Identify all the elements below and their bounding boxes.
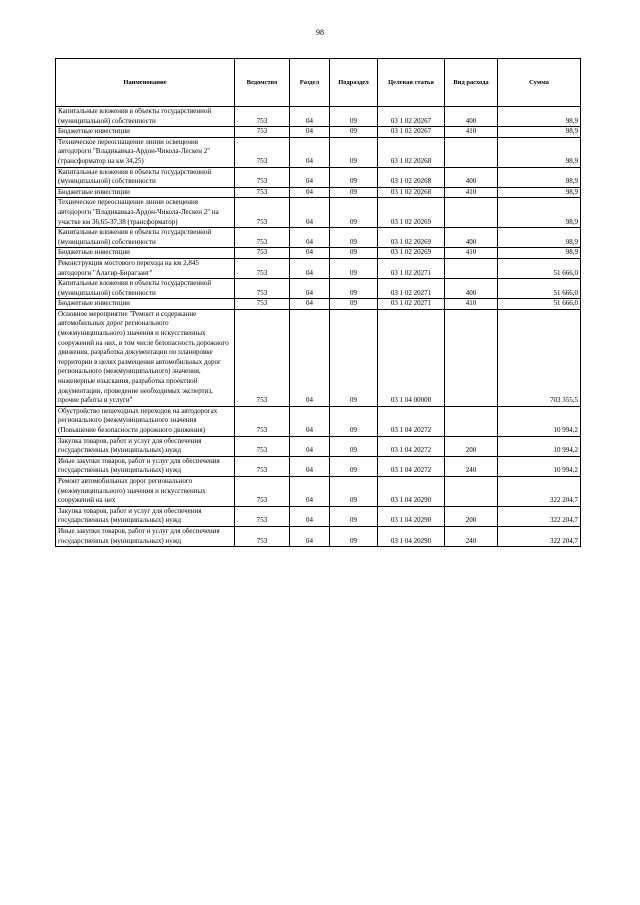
cell-vedomstvo: 753 (235, 258, 290, 278)
table-row (56, 476, 581, 506)
table-row (56, 127, 581, 138)
cell-name: Закупка товаров, работ и услуг для обеспечения государственных (муниципальных) нужд (56, 506, 235, 526)
cell-razdel: 04 (290, 456, 330, 476)
cell-name: Основное мероприятие "Ремонт и содержание автомобильных дорог регионального (межмуниципального) значения и искусственных сооружений на них, в том числе безопасность дорожного движения, разработка документации по планировке территории в целях размещения автомобильных дорог регионального (межмуниципального) значения, инженерные изыскания, разработка проектной документации, проведение необходимых экспертиз, прочие работы и услуги" (56, 309, 235, 406)
cell-expense-type: 410 (445, 248, 498, 259)
cell-razdel: 04 (290, 198, 330, 228)
cell-target-article: 03 1 04 20272 (378, 406, 445, 436)
cell-name: Техническое переоснащение линии освещения автодороги "Владикавказ-Ардон-Чикола-Лескен 2" (трансформатор на км 34,25) (56, 137, 235, 167)
cell-amount: 10 994,2 (498, 456, 581, 476)
cell-target-article: 03 1 02 20271 (378, 258, 445, 278)
cell-vedomstvo: 753 (235, 309, 290, 406)
budget-table (55, 58, 581, 547)
header-row (56, 59, 581, 107)
cell-podrazdel: 09 (330, 279, 378, 299)
cell-amount: 98,9 (498, 228, 581, 248)
table-row (56, 406, 581, 436)
cell-name: Капитальные вложения в объекты государственной (муниципальной) собственности (56, 167, 235, 187)
cell-target-article: 03 1 04 20290 (378, 526, 445, 546)
cell-expense-type: 410 (445, 187, 498, 198)
cell-target-article: 03 1 02 20267 (378, 107, 445, 127)
cell-target-article: 03 1 02 20269 (378, 248, 445, 259)
table-row (56, 456, 581, 476)
cell-expense-type (445, 309, 498, 406)
cell-expense-type (445, 406, 498, 436)
cell-target-article: 03 1 02 20271 (378, 299, 445, 310)
table-body (56, 107, 581, 547)
cell-podrazdel: 09 (330, 137, 378, 167)
cell-name: Обустройство пешеходных переходов на автодорогах регионального (межмуниципального значения (Повышение безопасности дорожного движения) (56, 406, 235, 436)
table-row (56, 107, 581, 127)
cell-razdel: 04 (290, 436, 330, 456)
cell-amount: 51 666,0 (498, 279, 581, 299)
cell-target-article: 03 1 04 20272 (378, 456, 445, 476)
cell-target-article: 03 1 04 20290 (378, 476, 445, 506)
cell-amount: 98,9 (498, 137, 581, 167)
cell-amount: 10 994,2 (498, 406, 581, 436)
cell-razdel: 04 (290, 309, 330, 406)
cell-razdel: 04 (290, 137, 330, 167)
cell-podrazdel: 09 (330, 309, 378, 406)
cell-vedomstvo: 753 (235, 299, 290, 310)
cell-target-article: 03 1 04 00000 (378, 309, 445, 406)
cell-target-article: 03 1 04 20290 (378, 506, 445, 526)
cell-amount: 322 204,7 (498, 506, 581, 526)
header-vedomstvo: Ведомство (235, 59, 290, 107)
cell-podrazdel: 09 (330, 258, 378, 278)
cell-podrazdel: 09 (330, 228, 378, 248)
cell-name: Бюджетные инвестиции (56, 248, 235, 259)
cell-target-article: 03 1 04 20272 (378, 436, 445, 456)
cell-target-article: 03 1 02 20269 (378, 198, 445, 228)
cell-vedomstvo: 753 (235, 526, 290, 546)
cell-podrazdel: 09 (330, 456, 378, 476)
cell-razdel: 04 (290, 526, 330, 546)
table-row (56, 436, 581, 456)
cell-podrazdel: 09 (330, 299, 378, 310)
cell-name: Капитальные вложения в объекты государственной (муниципальной) собственности (56, 228, 235, 248)
header-target-article: Целевая статья (378, 59, 445, 107)
cell-target-article: 03 1 02 20268 (378, 187, 445, 198)
cell-name: Бюджетные инвестиции (56, 187, 235, 198)
header-razdel: Раздел (290, 59, 330, 107)
cell-name: Бюджетные инвестиции (56, 127, 235, 138)
table-row (56, 506, 581, 526)
table-row (56, 248, 581, 259)
cell-vedomstvo: 753 (235, 406, 290, 436)
cell-amount: 703 355,5 (498, 309, 581, 406)
cell-expense-type: 400 (445, 107, 498, 127)
table-row (56, 187, 581, 198)
table-row (56, 309, 581, 406)
cell-expense-type: 400 (445, 167, 498, 187)
cell-target-article: 03 1 02 20271 (378, 279, 445, 299)
cell-vedomstvo: 753 (235, 456, 290, 476)
cell-expense-type: 200 (445, 436, 498, 456)
cell-name: Реконструкция мостового перехода на км 2,845 автодороги "Алагир-Бирагзанг" (56, 258, 235, 278)
cell-expense-type: 240 (445, 456, 498, 476)
header-amount: Сумма (498, 59, 581, 107)
page-number: 98 (316, 28, 324, 37)
cell-podrazdel: 09 (330, 436, 378, 456)
cell-amount: 98,9 (498, 127, 581, 138)
cell-name: Ремонт автомобильных дорог регионального (межмуниципального) значения и искусственных сооружений на них (56, 476, 235, 506)
cell-podrazdel: 09 (330, 526, 378, 546)
cell-expense-type (445, 137, 498, 167)
cell-name: Капитальные вложения в объекты государственной (муниципальной) собственности (56, 107, 235, 127)
cell-amount: 98,9 (498, 248, 581, 259)
cell-amount: 51 666,0 (498, 299, 581, 310)
table-row (56, 198, 581, 228)
cell-amount: 10 994,2 (498, 436, 581, 456)
cell-podrazdel: 09 (330, 476, 378, 506)
cell-vedomstvo: 753 (235, 107, 290, 127)
header-podrazdel: Подраздел (330, 59, 378, 107)
cell-podrazdel: 09 (330, 107, 378, 127)
table-row (56, 228, 581, 248)
cell-expense-type: 410 (445, 299, 498, 310)
cell-razdel: 04 (290, 506, 330, 526)
cell-expense-type: 410 (445, 127, 498, 138)
cell-target-article: 03 1 02 20268 (378, 137, 445, 167)
cell-amount: 98,9 (498, 167, 581, 187)
cell-razdel: 04 (290, 406, 330, 436)
table-row (56, 258, 581, 278)
cell-expense-type (445, 476, 498, 506)
cell-podrazdel: 09 (330, 506, 378, 526)
cell-expense-type (445, 198, 498, 228)
cell-name: Бюджетные инвестиции (56, 299, 235, 310)
cell-amount: 322 204,7 (498, 526, 581, 546)
cell-expense-type: 400 (445, 279, 498, 299)
cell-podrazdel: 09 (330, 248, 378, 259)
cell-vedomstvo: 753 (235, 167, 290, 187)
cell-name: Капитальные вложения в объекты государственной (муниципальной) собственности (56, 279, 235, 299)
cell-expense-type: 240 (445, 526, 498, 546)
header-name: Наименование (56, 59, 235, 107)
cell-vedomstvo: 753 (235, 127, 290, 138)
cell-expense-type: 200 (445, 506, 498, 526)
cell-vedomstvo: 753 (235, 506, 290, 526)
table-row (56, 526, 581, 546)
cell-target-article: 03 1 02 20269 (378, 228, 445, 248)
cell-amount: 51 666,0 (498, 258, 581, 278)
cell-vedomstvo: 753 (235, 228, 290, 248)
cell-vedomstvo: 753 (235, 476, 290, 506)
cell-podrazdel: 09 (330, 406, 378, 436)
cell-target-article: 03 1 02 20268 (378, 167, 445, 187)
cell-name: Закупка товаров, работ и услуг для обеспечения государственных (муниципальных) нужд (56, 436, 235, 456)
cell-name: Иные закупки товаров, работ и услуг для обеспечения государственных (муниципальных) нужд (56, 456, 235, 476)
cell-podrazdel: 09 (330, 198, 378, 228)
cell-razdel: 04 (290, 248, 330, 259)
cell-razdel: 04 (290, 107, 330, 127)
cell-amount: 98,9 (498, 187, 581, 198)
cell-razdel: 04 (290, 127, 330, 138)
table-header (56, 59, 581, 107)
cell-razdel: 04 (290, 299, 330, 310)
cell-amount: 98,9 (498, 107, 581, 127)
cell-amount: 98,9 (498, 198, 581, 228)
cell-razdel: 04 (290, 187, 330, 198)
cell-vedomstvo: 753 (235, 137, 290, 167)
cell-podrazdel: 09 (330, 187, 378, 198)
cell-vedomstvo: 753 (235, 279, 290, 299)
cell-podrazdel: 09 (330, 167, 378, 187)
cell-razdel: 04 (290, 167, 330, 187)
table-row (56, 167, 581, 187)
header-expense-type: Вид расхода (445, 59, 498, 107)
cell-expense-type (445, 258, 498, 278)
cell-expense-type: 400 (445, 228, 498, 248)
cell-razdel: 04 (290, 279, 330, 299)
table-row (56, 137, 581, 167)
table-row (56, 279, 581, 299)
table-row (56, 299, 581, 310)
cell-podrazdel: 09 (330, 127, 378, 138)
cell-razdel: 04 (290, 228, 330, 248)
cell-name: Иные закупки товаров, работ и услуг для обеспечения государственных (муниципальных) нужд (56, 526, 235, 546)
cell-amount: 322 204,7 (498, 476, 581, 506)
cell-vedomstvo: 753 (235, 198, 290, 228)
cell-vedomstvo: 753 (235, 248, 290, 259)
cell-name: Техническое переоснащение линии освещения автодороги "Владикавказ-Ардон-Чикола-Лескен 2" на участке км 36,65-37,38 (трансформатор) (56, 198, 235, 228)
cell-razdel: 04 (290, 476, 330, 506)
cell-vedomstvo: 753 (235, 187, 290, 198)
cell-vedomstvo: 753 (235, 436, 290, 456)
cell-razdel: 04 (290, 258, 330, 278)
cell-target-article: 03 1 02 20267 (378, 127, 445, 138)
